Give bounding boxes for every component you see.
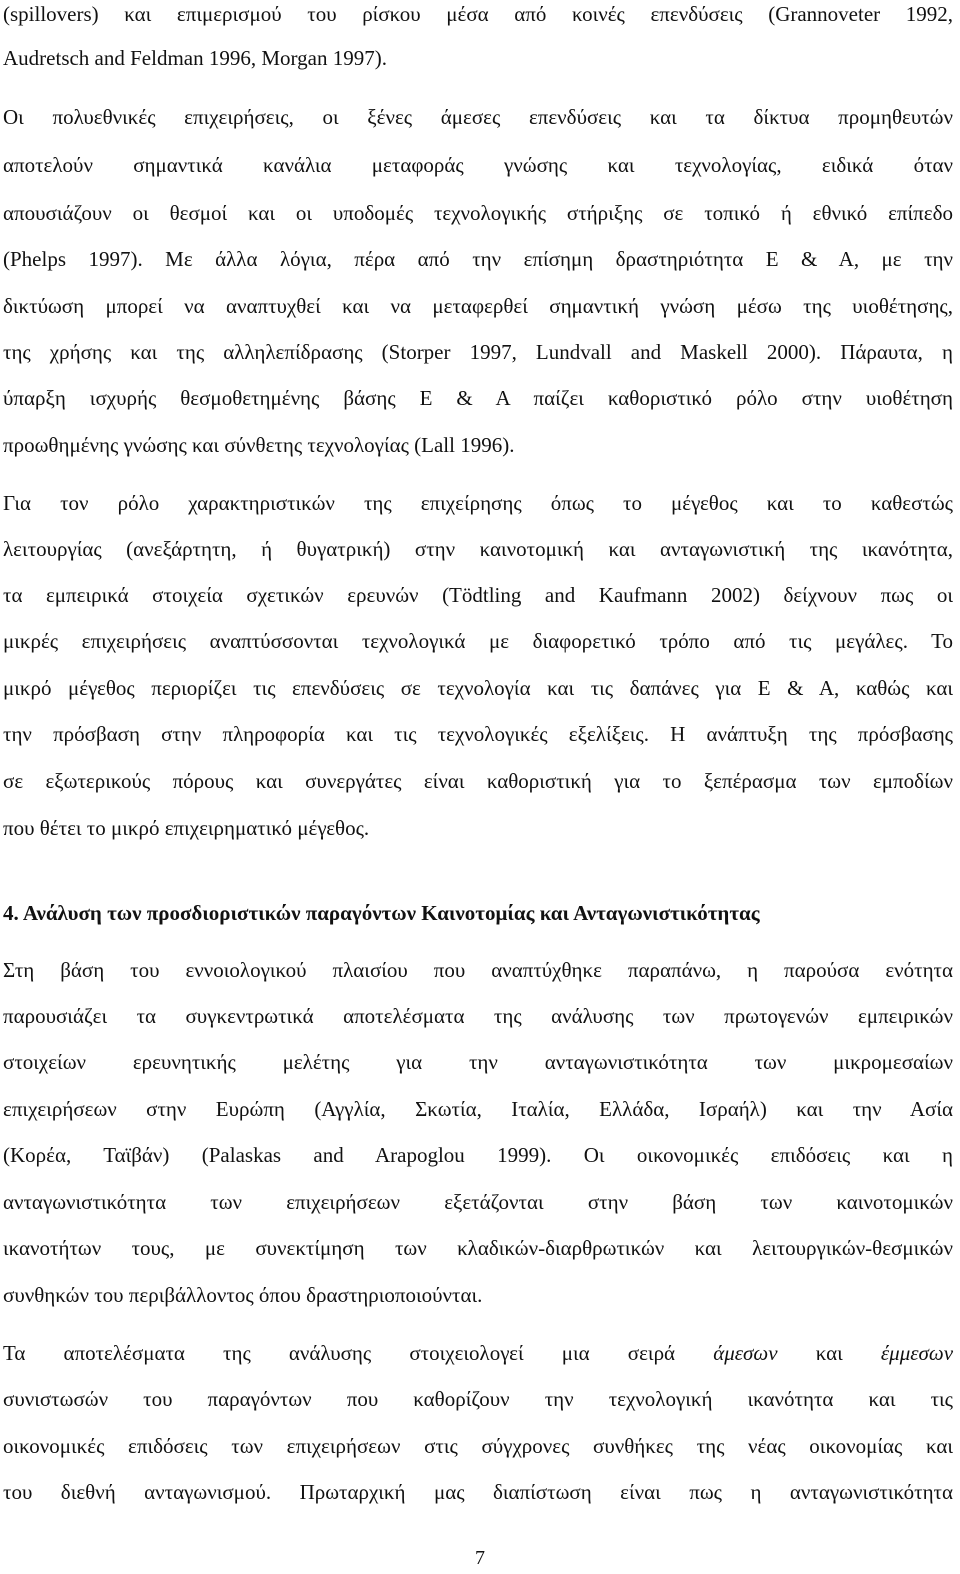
text-line: της χρήσης και της αλληλεπίδρασης (Storper 1997, Lundvall and Maskell 2000). Πάραυτα, η [3,340,953,364]
text-line: προωθημένης γνώσης και σύνθετης τεχνολογίας (Lall 1996). [3,433,515,457]
text-line: μικρό μέγεθος περιορίζει τις επενδύσεις σε τεχνολογία και τις δαπάνες για Ε & Α, καθώς και [3,676,953,700]
text-line: Οι πολυεθνικές επιχειρήσεις, οι ξένες άμεσες επενδύσεις και τα δίκτυα προμηθευτών [3,105,953,129]
text-line: (spillovers) και επιμερισμού του ρίσκου μέσα από κοινές επενδύσεις (Grannoveter 1992, [3,2,953,26]
section-heading: 4. Ανάλυση των προσδιοριστικών παραγόντων Καινοτομίας και Ανταγωνιστικότητας [3,901,760,925]
text-line: ύπαρξη ισχυρής θεσμοθετημένης βάσης Ε & Α παίζει καθοριστικό ρόλο στην υιοθέτηση [3,386,953,410]
text-line: αποτελούν σημαντικά κανάλια μεταφοράς γνώσης και τεχνολογίας, ειδικά όταν [3,153,953,177]
text-segment: Τα αποτελέσματα της ανάλυσης στοιχειολογεί μια σειρά [3,1341,676,1365]
text-line: μικρές επιχειρήσεις αναπτύσσονται τεχνολογικά με διαφορετικό τρόπο από τις μεγάλες. Το [3,629,953,653]
page-number: 7 [475,1547,485,1569]
text-line: Για τον ρόλο χαρακτηριστικών της επιχείρησης όπως το μέγεθος και το καθεστώς [3,491,953,515]
text-line: τα εμπειρικά στοιχεία σχετικών ερευνών (Tödtling and Kaufmann 2002) δείχνουν πως οι [3,583,953,607]
text-line: Στη βάση του εννοιολογικού πλαισίου που αναπτύχθηκε παραπάνω, η παρούσα ενότητα [3,958,953,982]
text-line [3,1340,953,1366]
text-line: ικανοτήτων τους, με συνεκτίμηση των κλαδικών-διαρθρωτικών και λειτουργικών-θεσμικών [3,1236,953,1260]
text-line: που θέτει το μικρό επιχειρηματικό μέγεθος. [3,816,370,840]
text-line: συνιστωσών του παραγόντων που καθορίζουν την τεχνολογική ικανότητα και τις [3,1387,953,1411]
text-line: λειτουργίας (ανεξάρτητη, ή θυγατρική) στην καινοτομική και ανταγωνιστική της ικανότητα, [3,537,953,561]
text-line: παρουσιάζει τα συγκεντρωτικά αποτελέσματα της ανάλυσης των πρωτογενών εμπειρικών [3,1004,953,1028]
text-line: ανταγωνιστικότητα των επιχειρήσεων εξετάζονται στην βάση των καινοτομικών [3,1190,953,1214]
text-line: την πρόσβαση στην πληροφορία και τις τεχνολογικές εξελίξεις. Η ανάπτυξη της πρόσβασης [3,722,953,746]
text-line: στοιχείων ερευνητικής μελέτης για την ανταγωνιστικότητα των μικρομεσαίων [3,1050,953,1074]
text-line: συνθηκών του περιβάλλοντος όπου δραστηριοποιούνται. [3,1283,483,1307]
text-line: οικονομικές επιδόσεις των επιχειρήσεων στις σύγχρονες συνθήκες της νέας οικονομίας και [3,1434,953,1458]
text-line: επιχειρήσεων στην Ευρώπη (Αγγλία, Σκωτία, Ιταλία, Ελλάδα, Ισραήλ) και την Ασία [3,1097,953,1121]
text-segment: και [815,1341,843,1365]
text-line: (Phelps 1997). Με άλλα λόγια, πέρα από την επίσημη δραστηριότητα Ε & Α, με την [3,247,953,271]
text-line: Audretsch and Feldman 1996, Morgan 1997). [3,46,387,70]
text-line: (Κορέα, Ταϊβάν) (Palaskas and Arapoglou 1999). Οι οικονομικές επιδόσεις και η [3,1143,953,1167]
text-line: απουσιάζουν οι θεσμοί και οι υποδομές τεχνολογικής στήριξης σε τοπικό ή εθνικό επίπεδο [3,201,953,225]
text-line: σε εξωτερικούς πόρους και συνεργάτες είναι καθοριστική για το ξεπέρασμα των εμποδίων [3,769,953,793]
text-line: του διεθνή ανταγωνισμού. Πρωταρχική μας διαπίστωση είναι πως η ανταγωνιστικότητα [3,1480,953,1504]
text-line: δικτύωση μπορεί να αναπτυχθεί και να μεταφερθεί σημαντική γνώση μέσω της υιοθέτησης, [3,294,953,318]
italic-term: έμμεσων [880,1341,954,1365]
italic-term: άμεσων [713,1341,778,1365]
